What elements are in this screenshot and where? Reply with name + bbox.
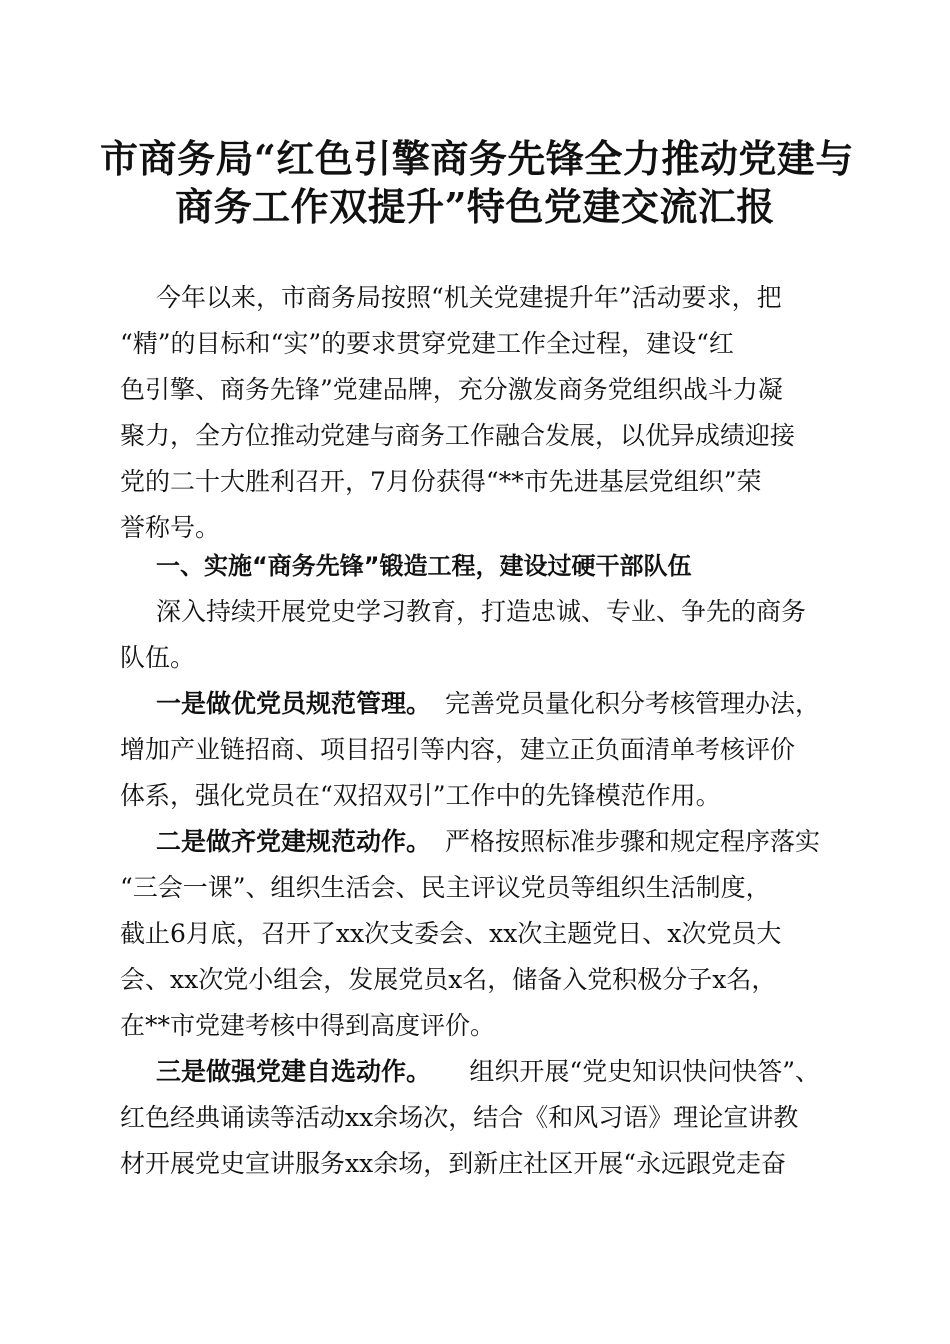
item-1-line: 增加产业链招商、项目招引等内容，建立正负面清单考核评价 (120, 735, 796, 764)
item-2-first-line (156, 819, 820, 865)
item-1-lead: 一是做优党员规范管理。 (156, 689, 432, 718)
document-title-line-2: 商务工作双提升”特色党建交流汇报 (175, 184, 775, 229)
section-intro-line: 队伍。 (120, 643, 196, 672)
item-2-line: 严格按照标准步骤和规定程序落实 (444, 827, 820, 856)
item-2-lead: 二是做齐党建规范动作。 (156, 827, 432, 856)
item-2-line: 在**市党建考核中得到高度评价。 (120, 1011, 496, 1040)
intro-line: 色引擎、商务先锋”党建品牌，充分激发商务党组织战斗力凝 (120, 375, 783, 404)
item-1-line: 体系，强化党员在“双招双引”工作中的先锋模范作用。 (120, 781, 721, 810)
item-2-line: 会、xx次党小组会，发展党员x名，储备入党积极分子x名， (120, 965, 777, 994)
item-3-line: 组织开展“党史知识快问快答”、 (469, 1057, 820, 1086)
item-2-line: “三会一课”、组织生活会、民主评议党员等组织生活制度， (120, 873, 771, 902)
item-1-first-line (156, 681, 820, 727)
intro-line: “精”的目标和“实”的要求贯穿党建工作全过程，建设“红 (120, 329, 734, 358)
item-3-first-line (156, 1049, 820, 1095)
intro-line: 聚力，全方位推动党建与商务工作融合发展，以优异成绩迎接 (120, 421, 796, 450)
item-3-line: 材开展党史宣讲服务xx余场，到新庄社区开展“永远跟党走奋 (120, 1149, 786, 1178)
item-1-line: 完善党员量化积分考核管理办法， (444, 689, 820, 718)
section-intro-line: 深入持续开展党史学习教育，打造忠诚、专业、争先的商务 (156, 597, 807, 626)
intro-line: 党的二十大胜利召开，7月份获得“**市先进基层党组织”荣 (120, 467, 762, 496)
intro-line: 今年以来，市商务局按照“机关党建提升年”活动要求，把 (156, 283, 782, 312)
item-3-line: 红色经典诵读等活动xx余场次，结合《和风习语》理论宣讲教 (120, 1103, 799, 1132)
document-title-line-1: 市商务局“红色引擎商务先锋全力推动党建与 (100, 136, 854, 181)
section-heading: 一、实施“商务先锋”锻造工程，建设过硬干部队伍 (156, 552, 692, 580)
item-3-lead: 三是做强党建自选动作。 (156, 1057, 432, 1086)
item-2-line: 截止6月底，召开了xx次支委会、xx次主题党日、x次党员大 (120, 919, 782, 948)
intro-line: 誉称号。 (120, 513, 221, 542)
